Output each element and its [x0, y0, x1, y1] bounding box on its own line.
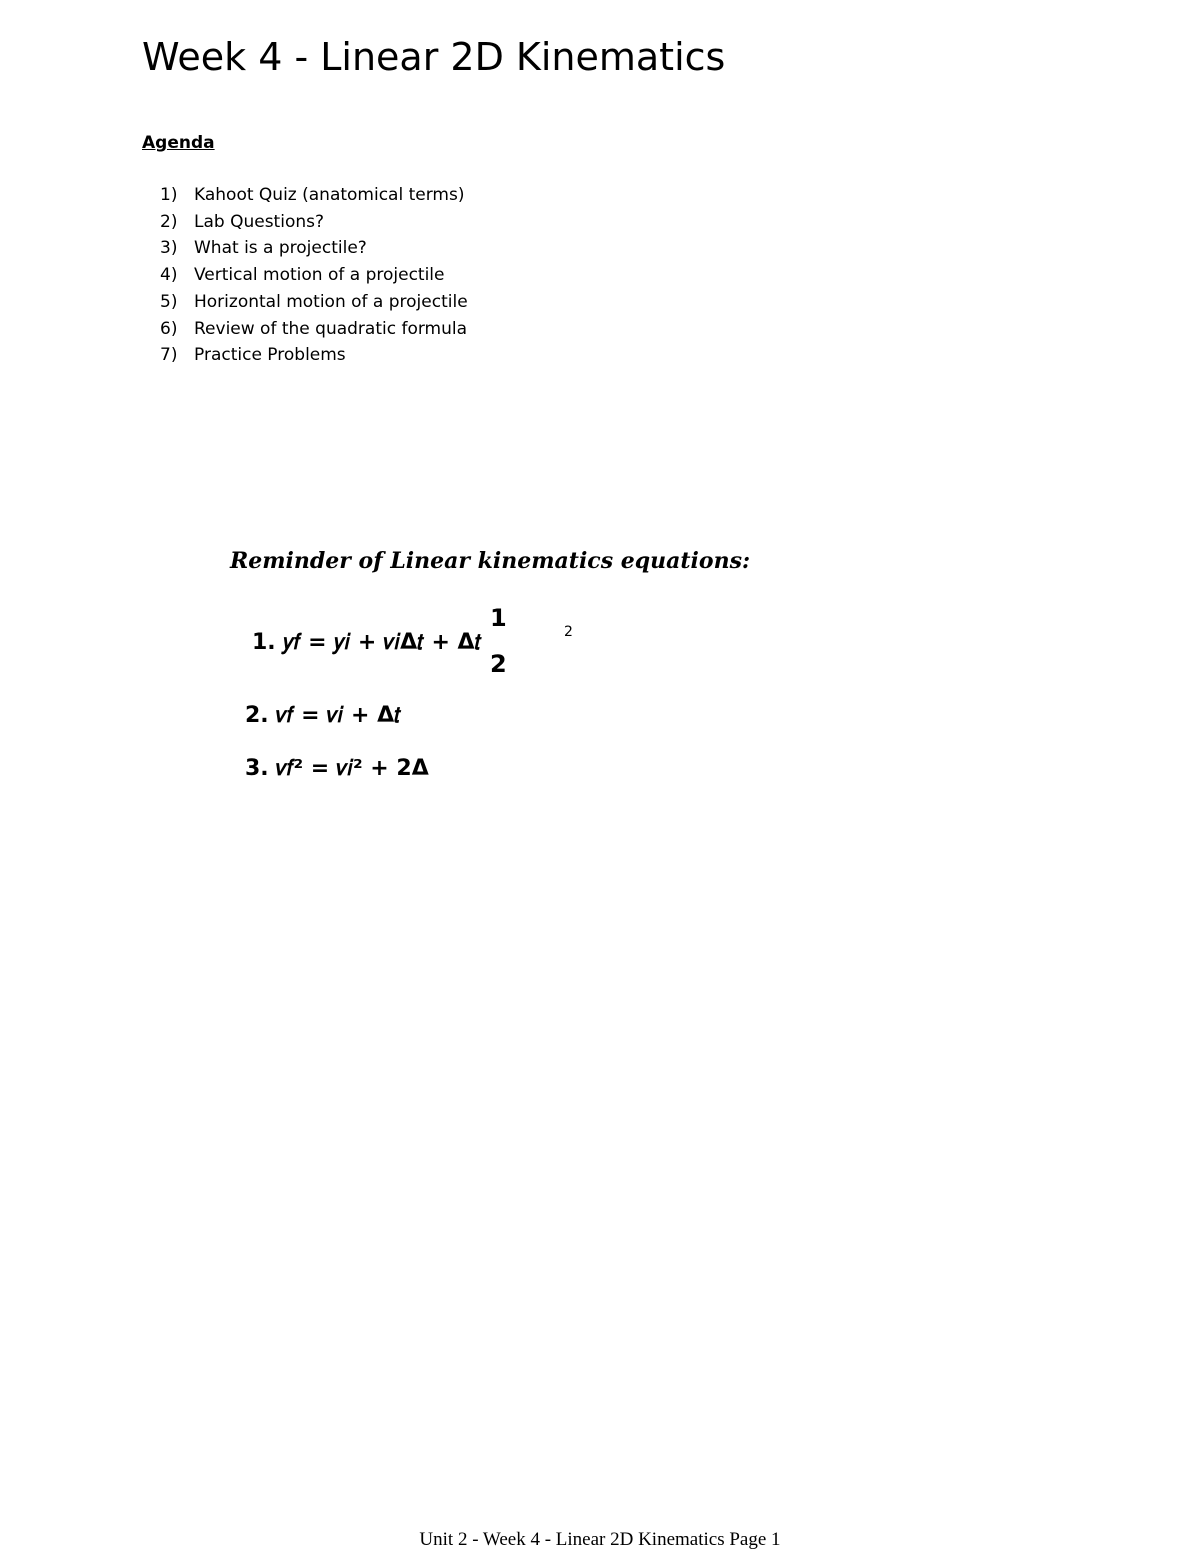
agenda-item — [160, 342, 468, 369]
page-title: Week 4 - Linear 2D Kinematics — [142, 35, 726, 79]
agenda-item — [160, 262, 468, 289]
equations-heading: Reminder of Linear kinematics equations: — [230, 548, 751, 574]
agenda-item — [160, 209, 468, 236]
agenda-item-text: Lab Questions? — [194, 211, 324, 232]
agenda-item-text: Kahoot Quiz (anatomical terms) — [194, 185, 465, 205]
agenda-item-text: What is a projectile? — [194, 238, 367, 259]
agenda-list — [160, 182, 468, 369]
agenda-item-text: Horizontal motion of a projectile — [194, 291, 468, 312]
agenda-item-text: Review of the quadratic formula — [194, 318, 468, 339]
agenda-item-number: 5) — [160, 291, 178, 312]
equation-1-fraction-numerator: 1 — [490, 604, 507, 632]
agenda-item — [160, 289, 468, 316]
agenda-item — [160, 235, 468, 262]
equation-1-fraction-denominator: 2 — [490, 650, 507, 678]
page-footer: Unit 2 - Week 4 - Linear 2D Kinematics Page 1 — [419, 1529, 781, 1550]
equation-3: 3. 𝑣𝑓² = 𝑣𝑖² + 2Δ — [245, 756, 429, 781]
agenda-heading: Agenda — [142, 133, 215, 153]
agenda-item-number: 3) — [160, 238, 178, 259]
agenda-item — [160, 316, 468, 343]
equation-1-exponent: 2 — [564, 624, 573, 640]
equation-1: 1. 𝑦𝑓 = 𝑦𝑖 + 𝑣𝑖Δ𝑡 + Δ𝑡 — [252, 630, 482, 655]
agenda-item-number: 1) — [160, 185, 178, 205]
agenda-item-text: Vertical motion of a projectile — [194, 265, 445, 286]
agenda-item-text: Practice Problems — [194, 345, 346, 366]
agenda-item-number: 7) — [160, 345, 178, 366]
agenda-item-number: 6) — [160, 318, 178, 339]
agenda-item-number: 2) — [160, 211, 178, 232]
agenda-item — [160, 182, 468, 209]
agenda-item-number: 4) — [160, 265, 178, 286]
equation-2: 2. 𝑣𝑓 = 𝑣𝑖 + Δ𝑡 — [245, 703, 401, 728]
